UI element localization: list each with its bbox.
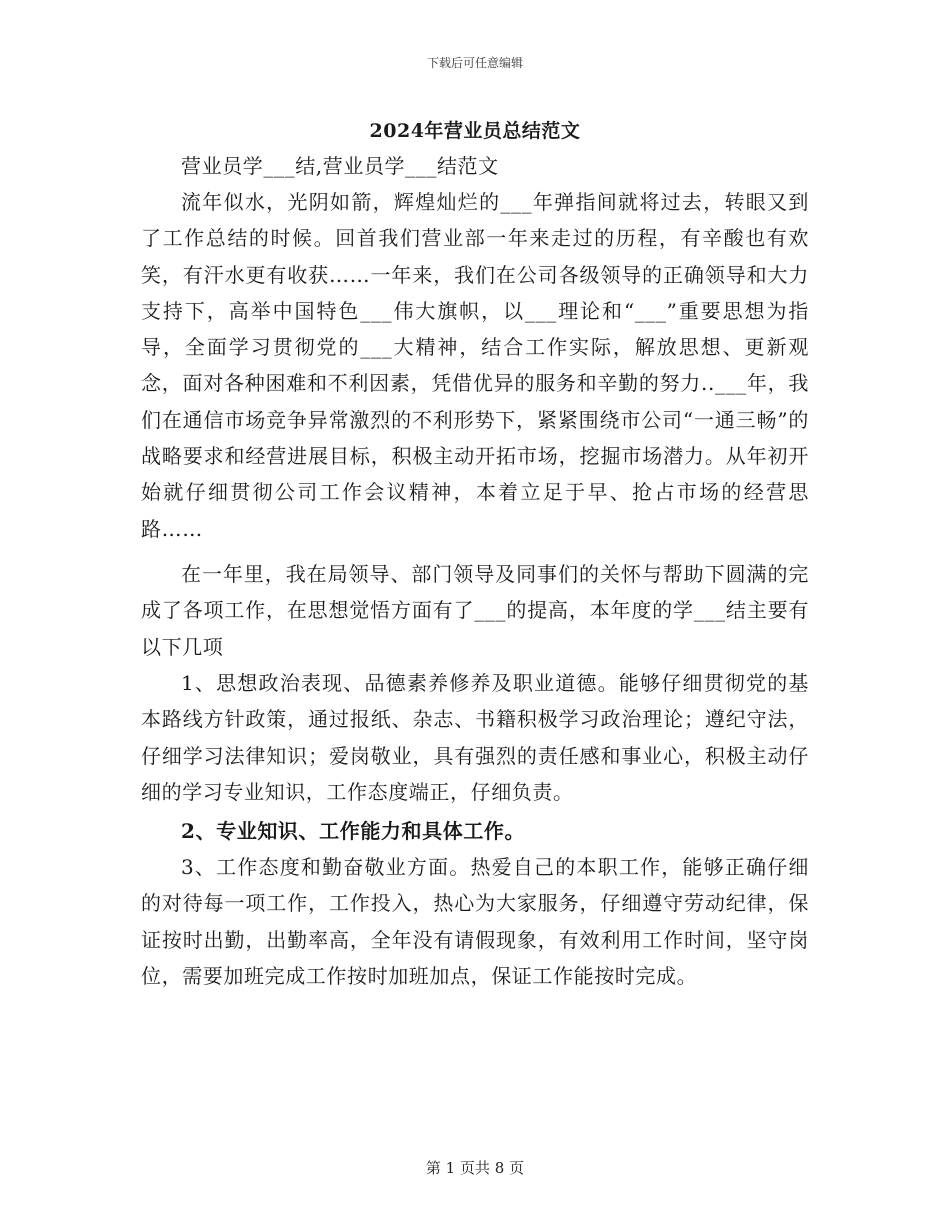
paragraph-1: 流年似水，光阴如箭，辉煌灿烂的___年弹指间就将过去，转眼又到了工作总结的时候。回首我们营业部一年来走过的历程，有辛酸也有欢笑，有汗水更有收获……一年来，我们在公司各级领导的正确领导和大力支持下，高举中国特色___伟大旗帜，以___理论和“___”重要思想为指导，全面学习贯彻党的___大精神，结合工作实际，解放思想、更新观念，面对各种困难和不利因素，凭借优异的服务和辛勤的努力..___年，我们在通信市场竞争异常激烈的不利形势下，紧紧围绕市公司“一通三畅”的战略要求和经营进展目标，积极主动开拓市场，挖掘市场潜力。从年初开始就仔细贯彻公司工作会议精神，本着立足于早、抢占市场的经营思路……: [141, 190, 809, 541]
document-subtitle: 营业员学___结,营业员学___结范文: [181, 154, 499, 178]
paragraph-block-1: [141, 184, 809, 547]
paragraph-block-5: [141, 849, 809, 994]
paragraph-block-2: [141, 556, 809, 665]
paragraph-3: 1、思想政治表现、品德素养修养及职业道德。能够仔细贯彻党的基本路线方针政策，通过报纸、杂志、书籍积极学习政治理论；遵纪守法，仔细学习法律知识；爱岗敬业，具有强烈的责任感和事业心，积极主动仔细的学习专业知识，工作态度端正，仔细负责。: [141, 671, 809, 804]
paragraph-block-3: [141, 665, 809, 810]
page-number-footer: 第 1 页共 8 页: [425, 1159, 525, 1177]
paragraph-5: 3、工作态度和勤奋敬业方面。热爱自己的本职工作，能够正确仔细的对待每一项工作，工作投入，热心为大家服务，仔细遵守劳动纪律，保证按时出勤，出勤率高，全年没有请假现象，有效利用工作时间，坚守岗位，需要加班完成工作按时加班加点，保证工作能按时完成。: [141, 855, 809, 988]
paragraph-2: 在一年里，我在局领导、部门领导及同事们的关怀与帮助下圆满的完成了各项工作，在思想觉悟方面有了___的提高，本年度的学___结主要有以下几项: [141, 562, 809, 659]
paragraph-4-heading: 2、专业知识、工作能力和具体工作。: [181, 819, 526, 843]
document-subtitle-block: [141, 148, 809, 184]
paragraph-block-4: [141, 813, 809, 849]
header-note: 下载后可任意编辑: [426, 56, 523, 70]
document-title: 2024年营业员总结范文: [369, 120, 581, 142]
